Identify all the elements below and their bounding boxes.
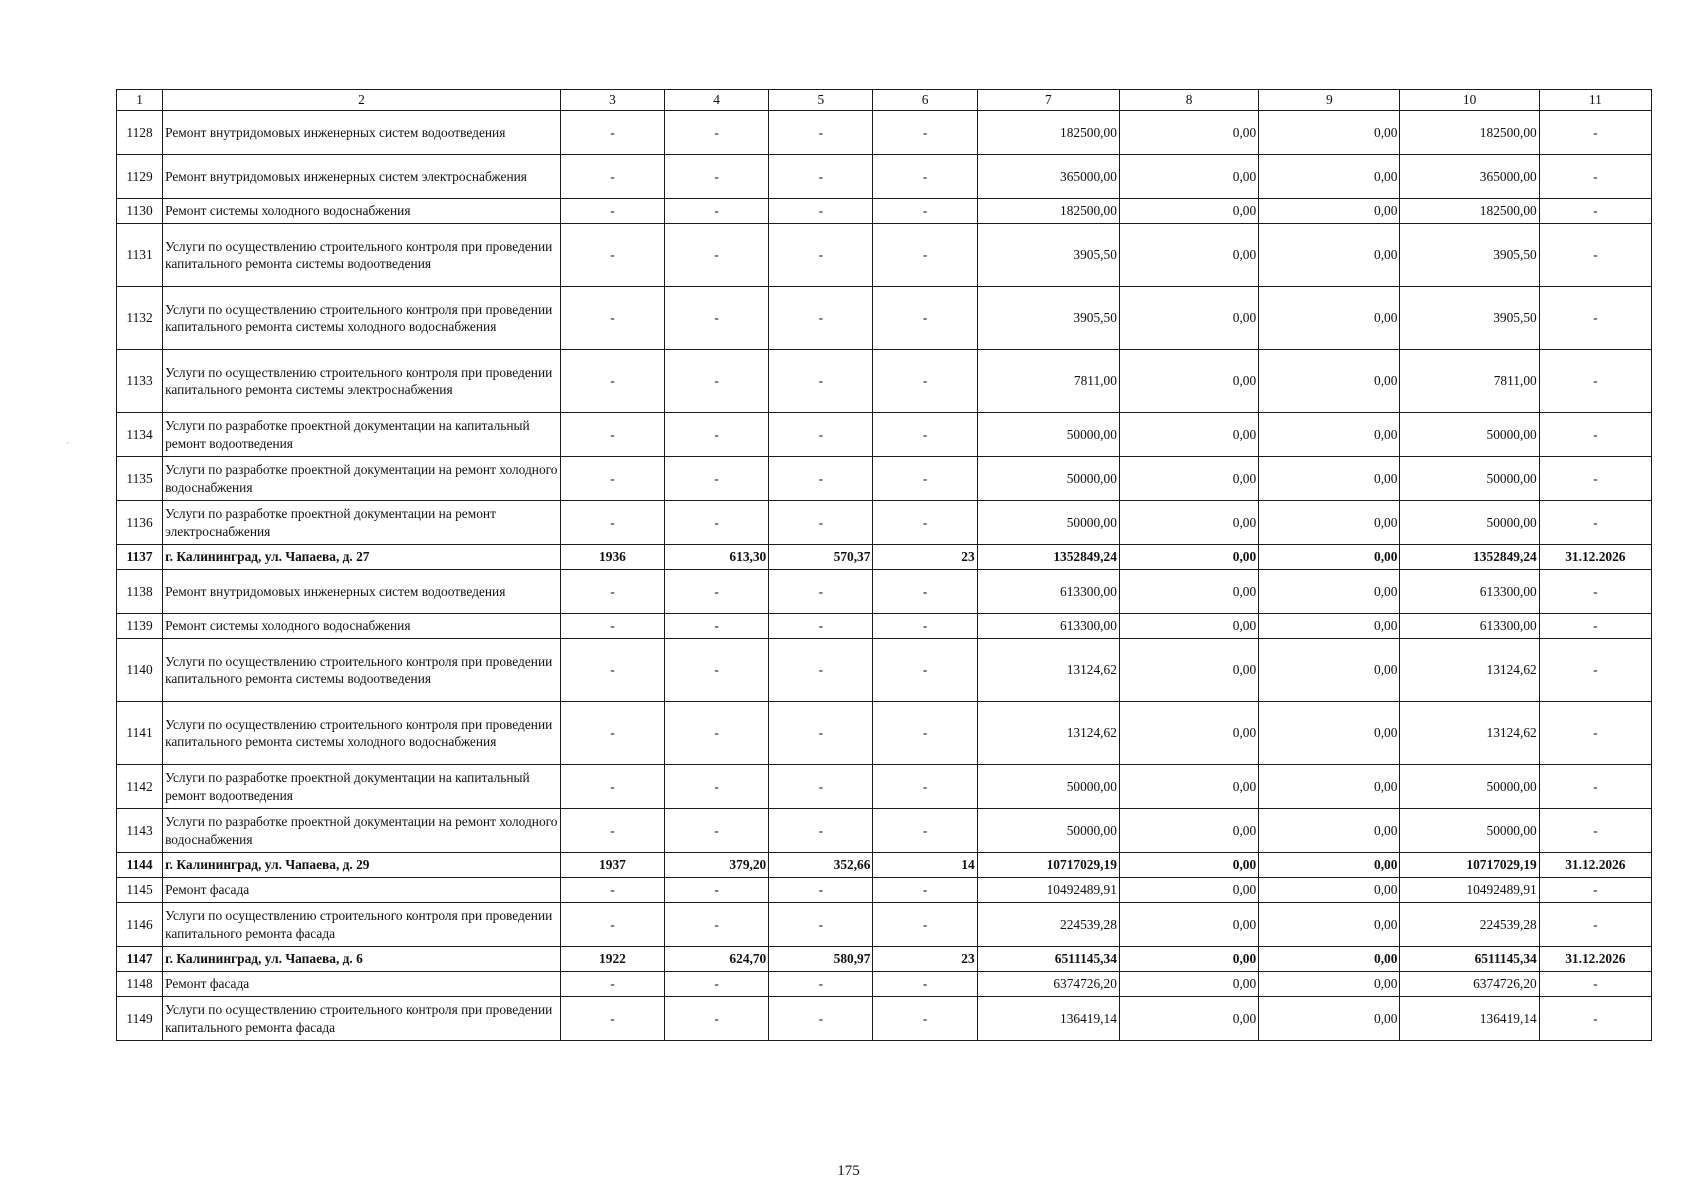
col-3-cell: -: [560, 903, 664, 947]
row-number-cell: 1145: [117, 878, 163, 903]
col-8-cell: 0,00: [1119, 545, 1258, 570]
address-summary-row: [117, 545, 1652, 570]
col-10-cell: 10492489,91: [1400, 878, 1539, 903]
col-10-cell: 50000,00: [1400, 457, 1539, 501]
row-number-cell: 1149: [117, 997, 163, 1041]
col-7-cell: 50000,00: [977, 501, 1119, 545]
col-3-cell: 1937: [560, 853, 664, 878]
table-row: [117, 809, 1652, 853]
item-name-cell: Услуги по осуществлению строительного контроля при проведении капитального ремонта фасада: [163, 997, 561, 1041]
row-number-cell: 1140: [117, 639, 163, 702]
item-name-cell: Ремонт фасада: [163, 878, 561, 903]
col-5-cell: -: [769, 155, 873, 199]
row-number-cell: 1141: [117, 702, 163, 765]
item-name-cell: Ремонт системы холодного водоснабжения: [163, 199, 561, 224]
row-number-cell: 1137: [117, 545, 163, 570]
col-11-cell: -: [1539, 972, 1651, 997]
header-cell-2: 2: [163, 90, 561, 111]
table-row: [117, 224, 1652, 287]
table-body: [117, 90, 1652, 1041]
row-number-cell: 1128: [117, 111, 163, 155]
row-number-cell: 1136: [117, 501, 163, 545]
col-4-cell: -: [665, 413, 769, 457]
col-5-cell: -: [769, 111, 873, 155]
table-row: [117, 639, 1652, 702]
col-6-cell: 14: [873, 853, 977, 878]
col-8-cell: 0,00: [1119, 224, 1258, 287]
item-name-cell: Услуги по осуществлению строительного контроля при проведении капитального ремонта системы водоотведения: [163, 224, 561, 287]
item-name-cell: г. Калининград, ул. Чапаева, д. 6: [163, 947, 561, 972]
item-name-cell: Услуги по осуществлению строительного контроля при проведении капитального ремонта фасада: [163, 903, 561, 947]
item-name-cell: Услуги по разработке проектной документации на капитальный ремонт водоотведения: [163, 413, 561, 457]
col-9-cell: 0,00: [1259, 947, 1400, 972]
col-5-cell: -: [769, 765, 873, 809]
table-row: [117, 878, 1652, 903]
page-number: 175: [837, 1163, 860, 1179]
col-8-cell: 0,00: [1119, 111, 1258, 155]
col-7-cell: 6511145,34: [977, 947, 1119, 972]
col-3-cell: -: [560, 878, 664, 903]
col-10-cell: 50000,00: [1400, 413, 1539, 457]
item-name-cell: Услуги по осуществлению строительного контроля при проведении капитального ремонта системы водоотведения: [163, 639, 561, 702]
col-9-cell: 0,00: [1259, 972, 1400, 997]
item-name-cell: Ремонт фасада: [163, 972, 561, 997]
header-cell-10: 10: [1400, 90, 1539, 111]
col-8-cell: 0,00: [1119, 155, 1258, 199]
col-4-cell: -: [665, 457, 769, 501]
col-5-cell: -: [769, 809, 873, 853]
col-5-cell: -: [769, 972, 873, 997]
row-number-cell: 1133: [117, 350, 163, 413]
col-5-cell: 580,97: [769, 947, 873, 972]
row-number-cell: 1148: [117, 972, 163, 997]
col-4-cell: -: [665, 809, 769, 853]
col-8-cell: 0,00: [1119, 413, 1258, 457]
col-3-cell: -: [560, 199, 664, 224]
col-9-cell: 0,00: [1259, 413, 1400, 457]
col-4-cell: -: [665, 350, 769, 413]
col-8-cell: 0,00: [1119, 853, 1258, 878]
col-3-cell: 1936: [560, 545, 664, 570]
item-name-cell: г. Калининград, ул. Чапаева, д. 27: [163, 545, 561, 570]
table-row: [117, 972, 1652, 997]
row-number-cell: 1130: [117, 199, 163, 224]
col-5-cell: -: [769, 997, 873, 1041]
scan-artifact: ´: [66, 441, 69, 451]
address-summary-row: [117, 853, 1652, 878]
col-4-cell: -: [665, 903, 769, 947]
col-8-cell: 0,00: [1119, 457, 1258, 501]
col-9-cell: 0,00: [1259, 878, 1400, 903]
address-summary-row: [117, 947, 1652, 972]
col-5-cell: -: [769, 457, 873, 501]
col-9-cell: 0,00: [1259, 853, 1400, 878]
col-9-cell: 0,00: [1259, 702, 1400, 765]
col-9-cell: 0,00: [1259, 639, 1400, 702]
item-name-cell: Услуги по разработке проектной документации на ремонт холодного водоснабжения: [163, 809, 561, 853]
col-6-cell: -: [873, 111, 977, 155]
col-5-cell: -: [769, 702, 873, 765]
col-5-cell: -: [769, 287, 873, 350]
col-11-cell: -: [1539, 639, 1651, 702]
col-11-cell: -: [1539, 614, 1651, 639]
col-11-cell: -: [1539, 287, 1651, 350]
col-7-cell: 13124,62: [977, 639, 1119, 702]
col-3-cell: -: [560, 457, 664, 501]
col-9-cell: 0,00: [1259, 997, 1400, 1041]
col-11-cell: 31.12.2026: [1539, 853, 1651, 878]
col-3-cell: -: [560, 765, 664, 809]
col-7-cell: 182500,00: [977, 199, 1119, 224]
col-11-cell: -: [1539, 413, 1651, 457]
header-cell-4: 4: [665, 90, 769, 111]
row-number-cell: 1138: [117, 570, 163, 614]
col-8-cell: 0,00: [1119, 809, 1258, 853]
table-row: [117, 903, 1652, 947]
col-9-cell: 0,00: [1259, 199, 1400, 224]
col-5-cell: -: [769, 350, 873, 413]
col-6-cell: -: [873, 457, 977, 501]
item-name-cell: Услуги по разработке проектной документации на капитальный ремонт водоотведения: [163, 765, 561, 809]
col-11-cell: -: [1539, 350, 1651, 413]
col-5-cell: -: [769, 501, 873, 545]
col-9-cell: 0,00: [1259, 350, 1400, 413]
col-7-cell: 136419,14: [977, 997, 1119, 1041]
col-4-cell: -: [665, 702, 769, 765]
col-3-cell: -: [560, 111, 664, 155]
col-9-cell: 0,00: [1259, 287, 1400, 350]
col-4-cell: -: [665, 878, 769, 903]
col-8-cell: 0,00: [1119, 639, 1258, 702]
col-10-cell: 7811,00: [1400, 350, 1539, 413]
col-7-cell: 50000,00: [977, 809, 1119, 853]
col-8-cell: 0,00: [1119, 878, 1258, 903]
col-10-cell: 613300,00: [1400, 570, 1539, 614]
col-11-cell: 31.12.2026: [1539, 947, 1651, 972]
col-9-cell: 0,00: [1259, 809, 1400, 853]
col-5-cell: 570,37: [769, 545, 873, 570]
col-10-cell: 6511145,34: [1400, 947, 1539, 972]
col-9-cell: 0,00: [1259, 903, 1400, 947]
col-8-cell: 0,00: [1119, 614, 1258, 639]
col-8-cell: 0,00: [1119, 947, 1258, 972]
table-row: [117, 702, 1652, 765]
row-number-cell: 1131: [117, 224, 163, 287]
col-4-cell: -: [665, 224, 769, 287]
col-3-cell: -: [560, 413, 664, 457]
col-7-cell: 3905,50: [977, 224, 1119, 287]
col-7-cell: 50000,00: [977, 413, 1119, 457]
col-5-cell: -: [769, 570, 873, 614]
col-3-cell: -: [560, 997, 664, 1041]
col-7-cell: 365000,00: [977, 155, 1119, 199]
col-7-cell: 13124,62: [977, 702, 1119, 765]
row-number-cell: 1135: [117, 457, 163, 501]
item-name-cell: Ремонт внутридомовых инженерных систем водоотведения: [163, 570, 561, 614]
col-6-cell: -: [873, 997, 977, 1041]
col-5-cell: -: [769, 199, 873, 224]
col-7-cell: 50000,00: [977, 765, 1119, 809]
col-8-cell: 0,00: [1119, 287, 1258, 350]
col-3-cell: -: [560, 570, 664, 614]
col-4-cell: -: [665, 614, 769, 639]
col-9-cell: 0,00: [1259, 501, 1400, 545]
table-row: [117, 570, 1652, 614]
row-number-cell: 1144: [117, 853, 163, 878]
row-number-cell: 1142: [117, 765, 163, 809]
col-7-cell: 182500,00: [977, 111, 1119, 155]
col-3-cell: -: [560, 501, 664, 545]
col-7-cell: 3905,50: [977, 287, 1119, 350]
col-6-cell: 23: [873, 545, 977, 570]
col-11-cell: -: [1539, 199, 1651, 224]
col-10-cell: 136419,14: [1400, 997, 1539, 1041]
row-number-cell: 1134: [117, 413, 163, 457]
col-4-cell: -: [665, 287, 769, 350]
col-6-cell: -: [873, 413, 977, 457]
repair-program-table: [116, 89, 1652, 1041]
col-6-cell: -: [873, 878, 977, 903]
col-11-cell: -: [1539, 224, 1651, 287]
col-11-cell: -: [1539, 501, 1651, 545]
row-number-cell: 1146: [117, 903, 163, 947]
col-11-cell: -: [1539, 457, 1651, 501]
col-9-cell: 0,00: [1259, 545, 1400, 570]
col-3-cell: -: [560, 224, 664, 287]
col-6-cell: 23: [873, 947, 977, 972]
table-row: [117, 501, 1652, 545]
col-4-cell: -: [665, 111, 769, 155]
col-9-cell: 0,00: [1259, 224, 1400, 287]
col-4-cell: 613,30: [665, 545, 769, 570]
col-3-cell: 1922: [560, 947, 664, 972]
column-number-header-row: [117, 90, 1652, 111]
table-row: [117, 413, 1652, 457]
col-3-cell: -: [560, 809, 664, 853]
col-10-cell: 1352849,24: [1400, 545, 1539, 570]
col-6-cell: -: [873, 765, 977, 809]
col-10-cell: 50000,00: [1400, 765, 1539, 809]
col-7-cell: 224539,28: [977, 903, 1119, 947]
header-cell-5: 5: [769, 90, 873, 111]
item-name-cell: Ремонт внутридомовых инженерных систем электроснабжения: [163, 155, 561, 199]
col-8-cell: 0,00: [1119, 570, 1258, 614]
item-name-cell: Услуги по разработке проектной документации на ремонт электроснабжения: [163, 501, 561, 545]
col-11-cell: -: [1539, 570, 1651, 614]
item-name-cell: Услуги по осуществлению строительного контроля при проведении капитального ремонта системы электроснабжения: [163, 350, 561, 413]
col-3-cell: -: [560, 155, 664, 199]
col-4-cell: 379,20: [665, 853, 769, 878]
item-name-cell: Услуги по разработке проектной документации на ремонт холодного водоснабжения: [163, 457, 561, 501]
header-cell-3: 3: [560, 90, 664, 111]
row-number-cell: 1129: [117, 155, 163, 199]
col-8-cell: 0,00: [1119, 765, 1258, 809]
col-8-cell: 0,00: [1119, 903, 1258, 947]
col-10-cell: 50000,00: [1400, 809, 1539, 853]
col-7-cell: 613300,00: [977, 614, 1119, 639]
table-row: [117, 287, 1652, 350]
col-6-cell: -: [873, 809, 977, 853]
col-5-cell: -: [769, 878, 873, 903]
col-4-cell: -: [665, 997, 769, 1041]
table-row: [117, 155, 1652, 199]
col-4-cell: -: [665, 639, 769, 702]
row-number-cell: 1139: [117, 614, 163, 639]
col-6-cell: -: [873, 287, 977, 350]
col-10-cell: 365000,00: [1400, 155, 1539, 199]
col-4-cell: -: [665, 570, 769, 614]
col-3-cell: -: [560, 972, 664, 997]
col-9-cell: 0,00: [1259, 111, 1400, 155]
col-3-cell: -: [560, 350, 664, 413]
col-10-cell: 13124,62: [1400, 702, 1539, 765]
row-number-cell: 1143: [117, 809, 163, 853]
row-number-cell: 1147: [117, 947, 163, 972]
col-3-cell: -: [560, 702, 664, 765]
col-10-cell: 3905,50: [1400, 287, 1539, 350]
col-10-cell: 13124,62: [1400, 639, 1539, 702]
col-4-cell: -: [665, 155, 769, 199]
col-11-cell: -: [1539, 702, 1651, 765]
header-cell-6: 6: [873, 90, 977, 111]
item-name-cell: Ремонт системы холодного водоснабжения: [163, 614, 561, 639]
col-11-cell: -: [1539, 111, 1651, 155]
col-6-cell: -: [873, 570, 977, 614]
item-name-cell: г. Калининград, ул. Чапаева, д. 29: [163, 853, 561, 878]
col-9-cell: 0,00: [1259, 614, 1400, 639]
col-10-cell: 50000,00: [1400, 501, 1539, 545]
col-6-cell: -: [873, 614, 977, 639]
col-9-cell: 0,00: [1259, 457, 1400, 501]
header-cell-8: 8: [1119, 90, 1258, 111]
col-3-cell: -: [560, 639, 664, 702]
header-cell-9: 9: [1259, 90, 1400, 111]
table-row: [117, 457, 1652, 501]
col-10-cell: 6374726,20: [1400, 972, 1539, 997]
col-10-cell: 182500,00: [1400, 111, 1539, 155]
header-cell-7: 7: [977, 90, 1119, 111]
table-row: [117, 199, 1652, 224]
col-4-cell: -: [665, 972, 769, 997]
col-7-cell: 10492489,91: [977, 878, 1119, 903]
col-6-cell: -: [873, 155, 977, 199]
col-6-cell: -: [873, 199, 977, 224]
table-row: [117, 765, 1652, 809]
col-11-cell: -: [1539, 765, 1651, 809]
col-3-cell: -: [560, 287, 664, 350]
col-6-cell: -: [873, 702, 977, 765]
col-5-cell: 352,66: [769, 853, 873, 878]
item-name-cell: Ремонт внутридомовых инженерных систем водоотведения: [163, 111, 561, 155]
col-6-cell: -: [873, 350, 977, 413]
col-10-cell: 224539,28: [1400, 903, 1539, 947]
col-11-cell: -: [1539, 809, 1651, 853]
col-4-cell: 624,70: [665, 947, 769, 972]
col-5-cell: -: [769, 614, 873, 639]
col-8-cell: 0,00: [1119, 997, 1258, 1041]
header-cell-11: 11: [1539, 90, 1651, 111]
col-10-cell: 613300,00: [1400, 614, 1539, 639]
col-7-cell: 613300,00: [977, 570, 1119, 614]
col-5-cell: -: [769, 639, 873, 702]
col-8-cell: 0,00: [1119, 501, 1258, 545]
table-row: [117, 111, 1652, 155]
col-8-cell: 0,00: [1119, 199, 1258, 224]
col-4-cell: -: [665, 501, 769, 545]
col-9-cell: 0,00: [1259, 765, 1400, 809]
col-6-cell: -: [873, 224, 977, 287]
col-8-cell: 0,00: [1119, 972, 1258, 997]
col-7-cell: 6374726,20: [977, 972, 1119, 997]
col-7-cell: 1352849,24: [977, 545, 1119, 570]
col-8-cell: 0,00: [1119, 702, 1258, 765]
table-row: [117, 997, 1652, 1041]
col-7-cell: 50000,00: [977, 457, 1119, 501]
col-11-cell: -: [1539, 155, 1651, 199]
col-11-cell: -: [1539, 878, 1651, 903]
col-10-cell: 10717029,19: [1400, 853, 1539, 878]
header-cell-1: 1: [117, 90, 163, 111]
col-3-cell: -: [560, 614, 664, 639]
col-6-cell: -: [873, 903, 977, 947]
col-4-cell: -: [665, 765, 769, 809]
item-name-cell: Услуги по осуществлению строительного контроля при проведении капитального ремонта системы холодного водоснабжения: [163, 287, 561, 350]
col-10-cell: 182500,00: [1400, 199, 1539, 224]
col-6-cell: -: [873, 639, 977, 702]
table-row: [117, 614, 1652, 639]
item-name-cell: Услуги по осуществлению строительного контроля при проведении капитального ремонта системы холодного водоснабжения: [163, 702, 561, 765]
col-11-cell: -: [1539, 997, 1651, 1041]
col-4-cell: -: [665, 199, 769, 224]
col-10-cell: 3905,50: [1400, 224, 1539, 287]
col-8-cell: 0,00: [1119, 350, 1258, 413]
col-9-cell: 0,00: [1259, 570, 1400, 614]
row-number-cell: 1132: [117, 287, 163, 350]
col-7-cell: 10717029,19: [977, 853, 1119, 878]
col-11-cell: 31.12.2026: [1539, 545, 1651, 570]
col-11-cell: -: [1539, 903, 1651, 947]
table-row: [117, 350, 1652, 413]
col-6-cell: -: [873, 972, 977, 997]
col-9-cell: 0,00: [1259, 155, 1400, 199]
col-5-cell: -: [769, 413, 873, 457]
col-5-cell: -: [769, 903, 873, 947]
col-5-cell: -: [769, 224, 873, 287]
col-6-cell: -: [873, 501, 977, 545]
col-7-cell: 7811,00: [977, 350, 1119, 413]
